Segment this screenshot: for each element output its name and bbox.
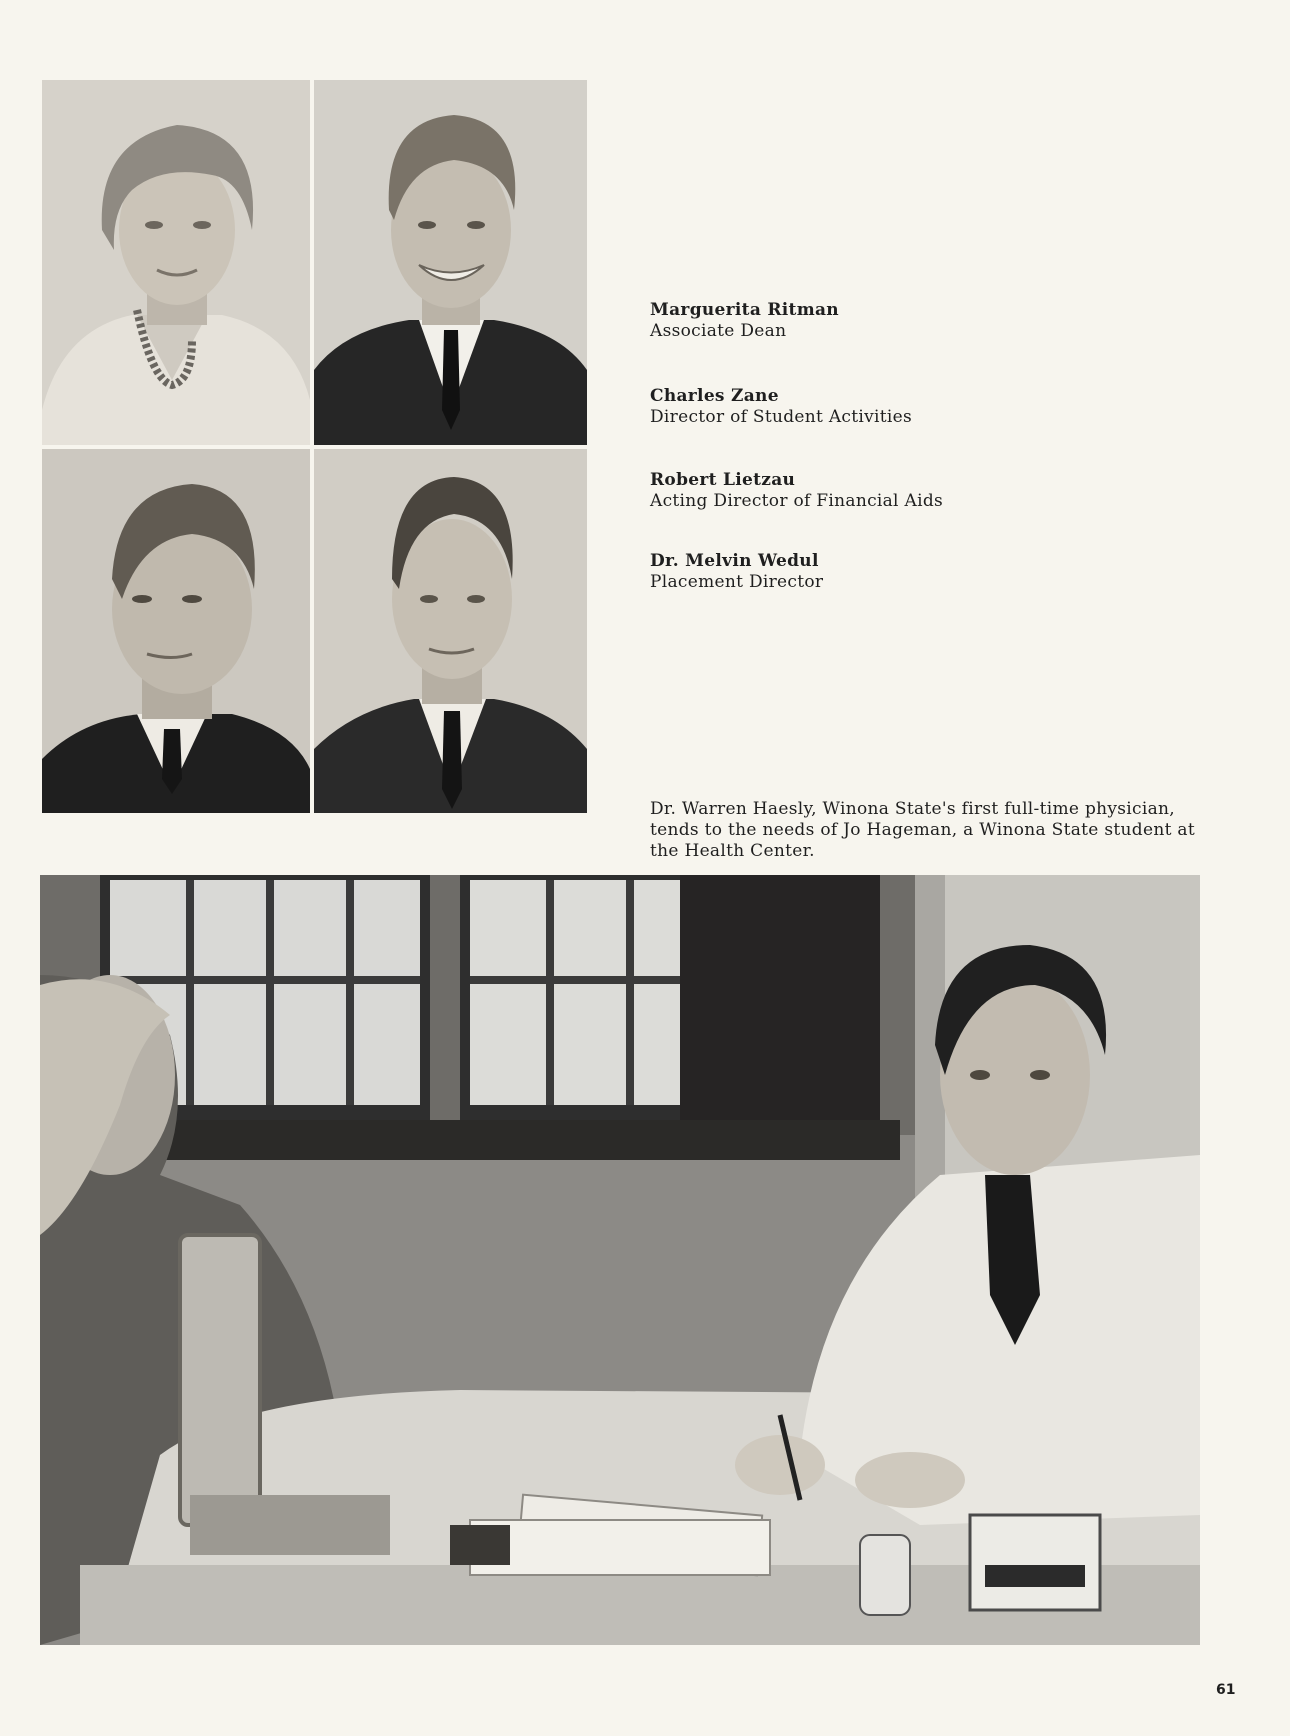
portrait-robert-lietzau (42, 449, 310, 813)
page-number: 61 (1216, 1682, 1236, 1698)
staff-name: Marguerita Ritman (650, 300, 839, 320)
health-center-photo (40, 875, 1200, 1645)
staff-title: Director of Student Activities (650, 407, 913, 427)
portrait-marguerita-ritman (42, 80, 310, 445)
staff-entry-wedul (650, 551, 1210, 593)
staff-name: Charles Zane (650, 386, 779, 406)
portrait-charles-zane (314, 80, 587, 445)
staff-title: Placement Director (650, 572, 824, 592)
staff-entry-ritman (650, 300, 1210, 342)
staff-name: Dr. Melvin Wedul (650, 551, 819, 571)
photo-caption: Dr. Warren Haesly, Winona State's first full-time physician, tends to the needs of Jo Hageman, a Winona State student at the Health Center. (650, 799, 1195, 861)
staff-entry-lietzau (650, 470, 1210, 512)
staff-name: Robert Lietzau (650, 470, 796, 490)
staff-title: Acting Director of Financial Aids (650, 491, 944, 511)
staff-title: Associate Dean (650, 321, 787, 341)
staff-entry-zane (650, 386, 1210, 428)
portrait-melvin-wedul (314, 449, 587, 813)
